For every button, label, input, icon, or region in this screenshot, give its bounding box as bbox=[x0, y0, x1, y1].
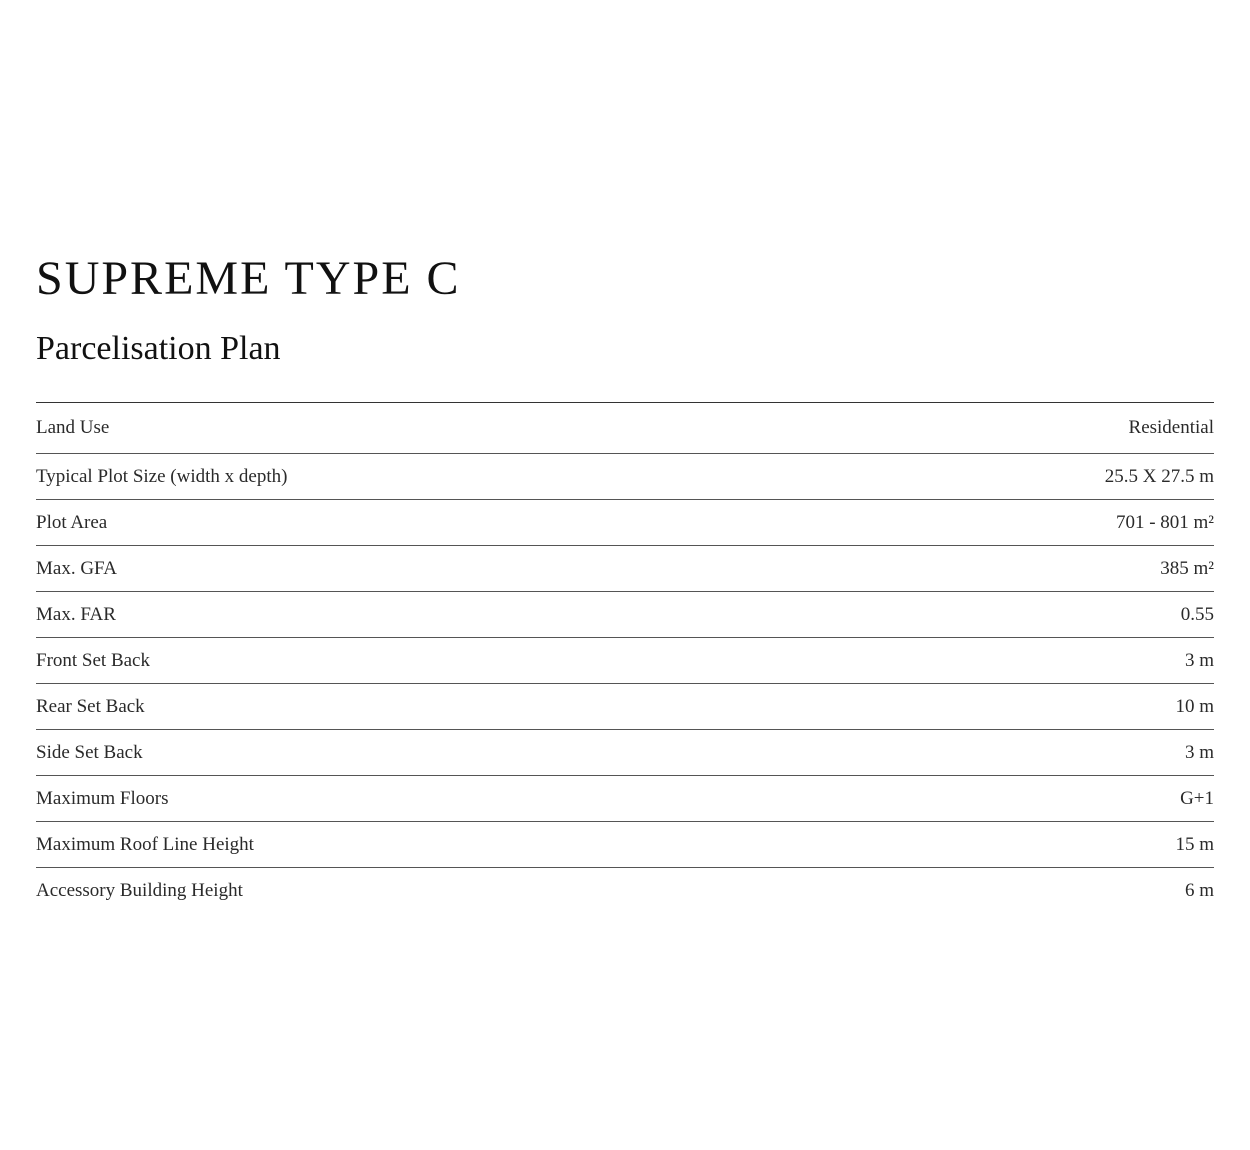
spec-row-max-gfa bbox=[36, 546, 1214, 592]
spec-row-max-far bbox=[36, 592, 1214, 638]
spec-value: 15 m bbox=[1175, 833, 1214, 855]
spec-row-plot-size bbox=[36, 454, 1214, 500]
spec-row-max-floors bbox=[36, 776, 1214, 822]
spec-row-rear-setback bbox=[36, 684, 1214, 730]
page-subtitle: Parcelisation Plan bbox=[36, 330, 281, 367]
spec-label: Land Use bbox=[36, 417, 110, 438]
spec-row-accessory-height bbox=[36, 868, 1214, 913]
spec-value: 385 m² bbox=[1160, 557, 1214, 579]
spec-value: 0.55 bbox=[1180, 603, 1214, 625]
spec-label: Front Set Back bbox=[36, 649, 150, 671]
spec-label: Rear Set Back bbox=[36, 695, 145, 717]
spec-row-side-setback bbox=[36, 730, 1214, 776]
spec-label: Plot Area bbox=[36, 511, 108, 533]
spec-value: Residential bbox=[1128, 417, 1214, 438]
spec-value: 3 m bbox=[1184, 741, 1214, 763]
spec-value: 6 m bbox=[1184, 879, 1214, 901]
spec-table bbox=[36, 402, 1214, 913]
spec-value: 25.5 X 27.5 m bbox=[1104, 465, 1214, 487]
spec-label: Max. FAR bbox=[36, 603, 116, 625]
page-title: SUPREME TYPE C bbox=[36, 252, 461, 305]
spec-value: 10 m bbox=[1175, 695, 1214, 717]
spec-label: Accessory Building Height bbox=[36, 879, 243, 901]
spec-value: 701 - 801 m² bbox=[1115, 511, 1214, 533]
spec-label: Maximum Floors bbox=[36, 787, 169, 809]
parcel-spec-sheet bbox=[36, 250, 1214, 913]
spec-value: G+1 bbox=[1180, 787, 1214, 809]
spec-label: Side Set Back bbox=[36, 741, 143, 763]
spec-row-land-use bbox=[36, 403, 1214, 454]
spec-label: Typical Plot Size (width x depth) bbox=[36, 465, 288, 487]
spec-label: Max. GFA bbox=[36, 557, 117, 579]
spec-label: Maximum Roof Line Height bbox=[36, 833, 254, 855]
spec-value: 3 m bbox=[1184, 649, 1214, 671]
spec-row-front-setback bbox=[36, 638, 1214, 684]
spec-row-plot-area bbox=[36, 500, 1214, 546]
spec-row-roof-height bbox=[36, 822, 1214, 868]
